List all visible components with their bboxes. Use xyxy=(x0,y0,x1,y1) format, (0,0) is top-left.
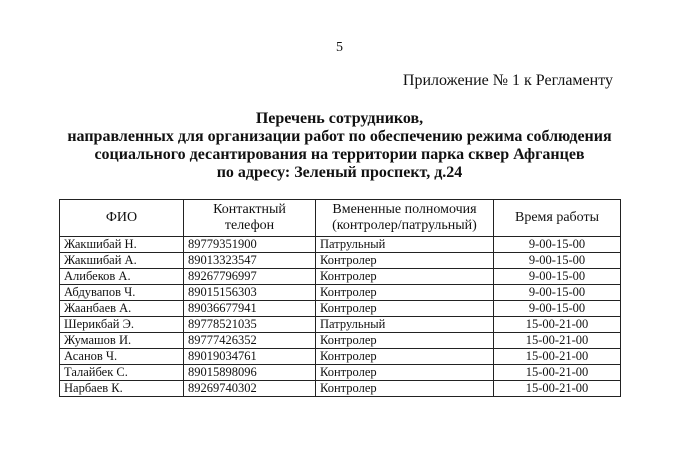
cell-time: 9-00-15-00 xyxy=(494,237,621,253)
staff-table xyxy=(59,199,621,397)
table-row xyxy=(60,381,621,397)
title-line: по адресу: Зеленый проспект, д.24 xyxy=(216,164,463,181)
cell-name: Асанов Ч. xyxy=(60,349,184,365)
cell-name: Жумашов И. xyxy=(60,333,184,349)
cell-name: Жакшибай Н. xyxy=(60,237,184,253)
cell-time: 15-00-21-00 xyxy=(494,349,621,365)
cell-time: 15-00-21-00 xyxy=(494,317,621,333)
cell-role: Контролер xyxy=(316,349,494,365)
cell-name: Абдувапов Ч. xyxy=(60,285,184,301)
header-name: ФИО xyxy=(60,200,184,237)
table-header-row xyxy=(60,200,621,237)
table-row xyxy=(60,317,621,333)
appendix-label: Приложение № 1 к Регламенту xyxy=(402,72,613,89)
cell-name: Шерикбай Э. xyxy=(60,317,184,333)
cell-phone: 89777426352 xyxy=(184,333,316,349)
cell-time: 9-00-15-00 xyxy=(494,269,621,285)
cell-role: Патрульный xyxy=(316,237,494,253)
table-row xyxy=(60,253,621,269)
cell-phone: 89779351900 xyxy=(184,237,316,253)
cell-name: Жаанбаев А. xyxy=(60,301,184,317)
header-time: Время работы xyxy=(494,200,621,237)
page-number: 5 xyxy=(336,40,343,55)
table-row xyxy=(60,349,621,365)
header-phone: Контактный телефон xyxy=(184,200,316,237)
table-row xyxy=(60,301,621,317)
document-title xyxy=(0,110,679,182)
cell-phone: 89015156303 xyxy=(184,285,316,301)
cell-name: Жакшибай А. xyxy=(60,253,184,269)
cell-time: 15-00-21-00 xyxy=(494,381,621,397)
table-row xyxy=(60,285,621,301)
title-line: социального десантирования на территории парка сквер Афганцев xyxy=(94,146,585,163)
cell-phone: 89019034761 xyxy=(184,349,316,365)
cell-role: Контролер xyxy=(316,381,494,397)
cell-phone: 89013323547 xyxy=(184,253,316,269)
table-row xyxy=(60,333,621,349)
title-line: Перечень сотрудников, xyxy=(255,110,424,127)
cell-role: Контролер xyxy=(316,365,494,381)
cell-time: 9-00-15-00 xyxy=(494,301,621,317)
cell-phone: 89269740302 xyxy=(184,381,316,397)
cell-role: Патрульный xyxy=(316,317,494,333)
table-row xyxy=(60,269,621,285)
cell-phone: 89778521035 xyxy=(184,317,316,333)
cell-time: 9-00-15-00 xyxy=(494,253,621,269)
cell-name: Талайбек С. xyxy=(60,365,184,381)
cell-time: 15-00-21-00 xyxy=(494,333,621,349)
table-row xyxy=(60,365,621,381)
cell-role: Контролер xyxy=(316,269,494,285)
cell-time: 15-00-21-00 xyxy=(494,365,621,381)
cell-name: Алибеков А. xyxy=(60,269,184,285)
cell-role: Контролер xyxy=(316,285,494,301)
cell-time: 9-00-15-00 xyxy=(494,285,621,301)
cell-role: Контролер xyxy=(316,253,494,269)
title-line: направленных для организации работ по обеспечению режима соблюдения xyxy=(67,128,612,145)
cell-role: Контролер xyxy=(316,333,494,349)
cell-name: Нарбаев К. xyxy=(60,381,184,397)
cell-phone: 89036677941 xyxy=(184,301,316,317)
cell-phone: 89267796997 xyxy=(184,269,316,285)
cell-role: Контролер xyxy=(316,301,494,317)
header-role: Вмененные полномочия (контролер/патрульный) xyxy=(316,200,494,237)
cell-phone: 89015898096 xyxy=(184,365,316,381)
table-row xyxy=(60,237,621,253)
